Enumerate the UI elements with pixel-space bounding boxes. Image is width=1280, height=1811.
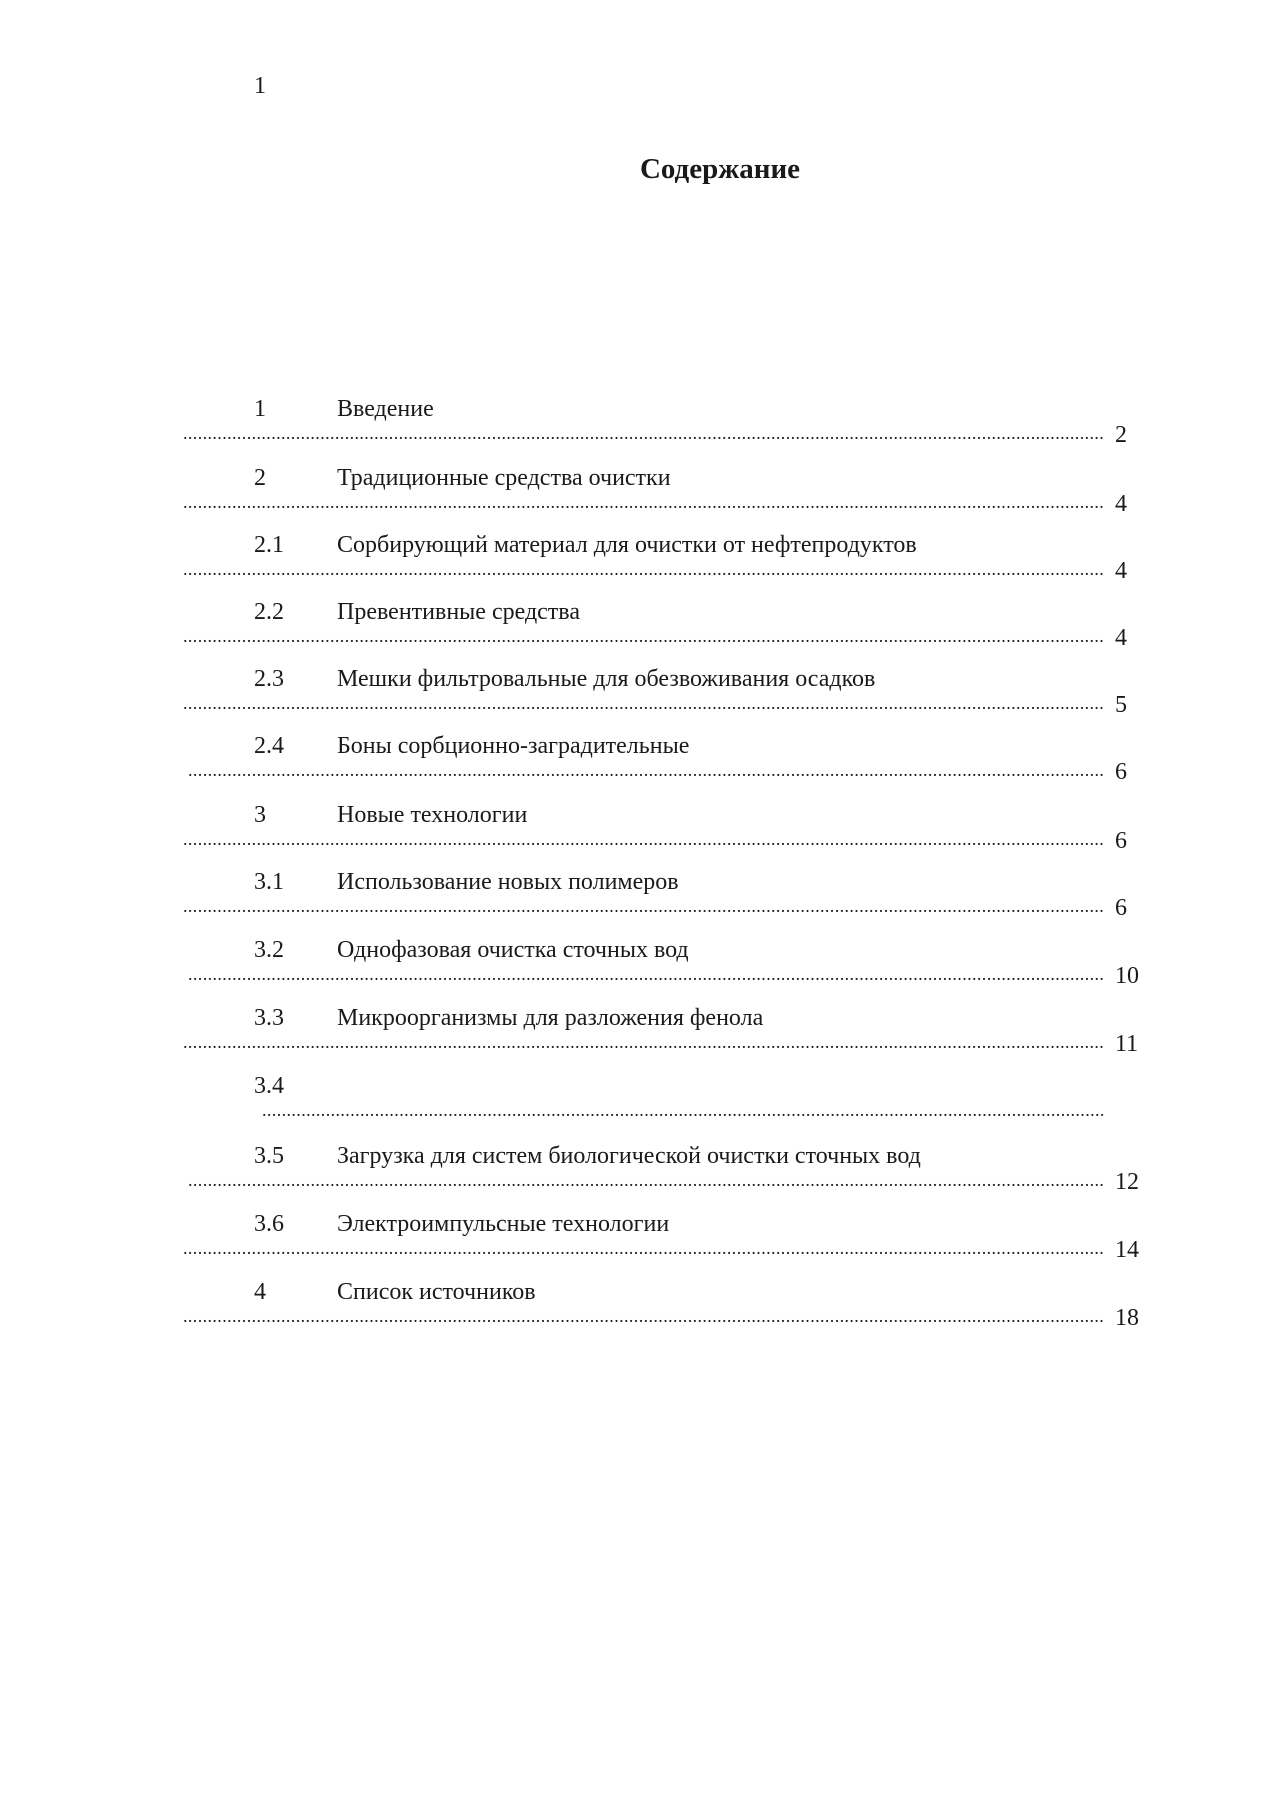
toc-entry-page: 14	[1115, 1237, 1139, 1263]
toc-entry-page: 6	[1115, 895, 1127, 921]
toc-entry[interactable]	[0, 1004, 1280, 1072]
toc-entry-page: 4	[1115, 625, 1127, 651]
toc-entry-label: Загрузка для систем биологической очистки сточных вод	[337, 1143, 921, 1169]
toc-dot-leader	[188, 1170, 1104, 1190]
toc-entry-number: 3.3	[254, 1005, 284, 1031]
toc-entry-page: 2	[1115, 422, 1127, 448]
toc-entry-page: 4	[1115, 491, 1127, 517]
toc-entry-number: 3.5	[254, 1143, 284, 1169]
toc-entry[interactable]	[0, 1072, 1280, 1140]
toc-entry-number: 2.1	[254, 532, 284, 558]
toc-entry-number: 2.3	[254, 666, 284, 692]
toc-dot-leader	[183, 1032, 1104, 1052]
document-title-text: Содержание	[639, 153, 801, 185]
toc-entry-label: Мешки фильтровальные для обезвоживания осадков	[337, 666, 876, 692]
toc-entry[interactable]	[0, 1210, 1280, 1278]
toc-entry[interactable]	[0, 1142, 1280, 1210]
toc-entry-page: 5	[1115, 692, 1127, 718]
toc-entry[interactable]	[0, 801, 1280, 869]
toc-dot-leader	[183, 693, 1104, 713]
toc-entry[interactable]	[0, 1278, 1280, 1346]
toc-dot-leader	[262, 1100, 1104, 1120]
toc-entry-label: Боны сорбционно-заградительные	[337, 733, 690, 759]
toc-entry-number: 1	[254, 396, 266, 422]
toc-entry-number: 2	[254, 465, 266, 491]
toc-entry-number: 3.4	[254, 1073, 284, 1099]
toc-dot-leader	[183, 492, 1104, 512]
toc-entry-number: 2.2	[254, 599, 284, 625]
toc-dot-leader	[183, 1238, 1104, 1258]
toc-entry-number: 3	[254, 802, 266, 828]
toc-entry-page: 6	[1115, 828, 1127, 854]
toc-entry[interactable]	[0, 464, 1280, 532]
toc-entry-number: 4	[254, 1279, 266, 1305]
toc-entry-label: Введение	[337, 396, 434, 422]
toc-entry-page: 10	[1115, 963, 1139, 989]
toc-entry-number: 3.6	[254, 1211, 284, 1237]
toc-dot-leader	[183, 559, 1104, 579]
toc-dot-leader	[188, 760, 1104, 780]
toc-dot-leader	[183, 829, 1104, 849]
toc-entry-number: 3.1	[254, 869, 284, 895]
toc-entry-page: 18	[1115, 1305, 1139, 1331]
toc-entry-number: 2.4	[254, 733, 284, 759]
toc-dot-leader	[183, 423, 1104, 443]
toc-entry-page: 4	[1115, 558, 1127, 584]
toc-entry[interactable]	[0, 665, 1280, 733]
toc-entry[interactable]	[0, 395, 1280, 463]
toc-entry[interactable]	[0, 732, 1280, 800]
toc-entry-page: 6	[1115, 759, 1127, 785]
toc-dot-leader	[183, 896, 1104, 916]
toc-entry-label: Микроорганизмы для разложения фенола	[337, 1005, 764, 1031]
toc-dot-leader	[188, 964, 1104, 984]
toc-entry[interactable]	[0, 936, 1280, 1004]
toc-entry-page: 11	[1115, 1031, 1139, 1057]
toc-entry-label: Традиционные средства очистки	[337, 465, 671, 491]
toc-entry[interactable]	[0, 598, 1280, 666]
toc-entry-page: 12	[1115, 1169, 1139, 1195]
toc-entry-number: 3.2	[254, 937, 284, 963]
page-number: 1	[254, 73, 266, 99]
toc-entry-label: Список источников	[337, 1279, 536, 1305]
toc-entry-label: Сорбирующий материал для очистки от нефтепродуктов	[337, 532, 917, 558]
toc-entry[interactable]	[0, 531, 1280, 599]
toc-entry[interactable]	[0, 868, 1280, 936]
toc-entry-label: Электроимпульсные технологии	[337, 1211, 670, 1237]
toc-dot-leader	[183, 626, 1104, 646]
toc-entry-label: Однофазовая очистка сточных вод	[337, 937, 689, 963]
toc-entry-label: Использование новых полимеров	[337, 869, 679, 895]
toc-dot-leader	[183, 1306, 1104, 1326]
toc-entry-label: Превентивные средства	[337, 599, 580, 625]
toc-entry-label: Новые технологии	[337, 802, 528, 828]
